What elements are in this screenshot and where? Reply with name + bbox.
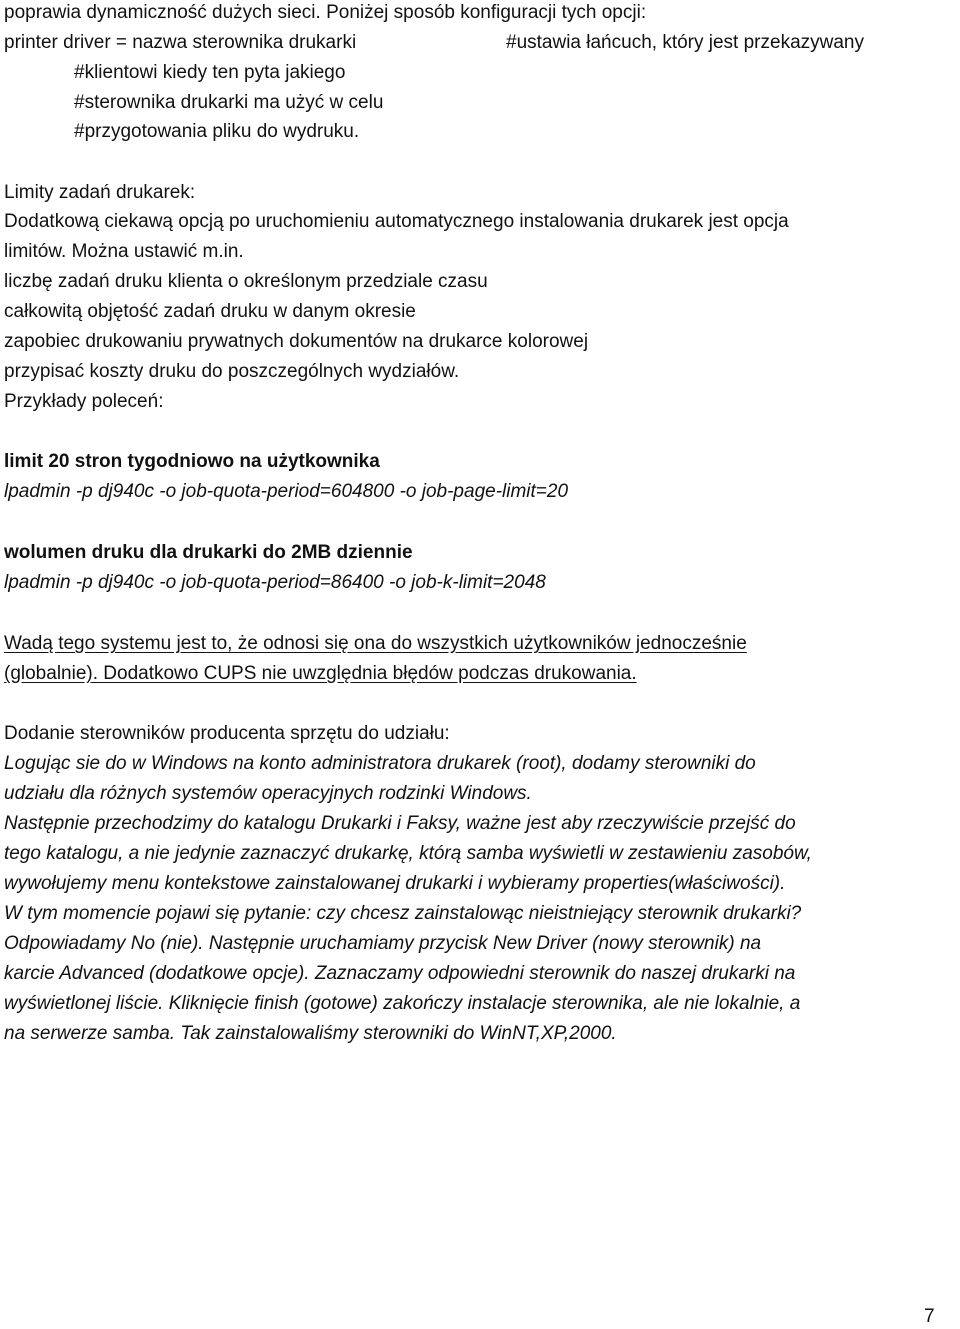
drivers-text-line: udziału dla różnych systemów operacyjnych rodzinki Windows. (4, 783, 532, 804)
drivers-heading: Dodanie sterowników producenta sprzętu do udziału: (4, 723, 450, 744)
example-command: lpadmin -p dj940c -o job-quota-period=604800 -o job-page-limit=20 (4, 481, 569, 502)
drivers-text-line: Odpowiadamy No (nie). Następnie uruchamiamy przycisk New Driver (nowy sterownik) na (4, 933, 762, 954)
limits-text-line: liczbę zadań druku klienta o określonym przedziale czasu (4, 271, 488, 292)
drivers-text-line: na serwerze samba. Tak zainstalowaliśmy sterowniki do WinNT,XP,2000. (4, 1023, 617, 1044)
drivers-text-line: tego katalogu, a nie jedynie zaznaczyć drukarkę, którą samba wyświetli w zestawieniu zasobów, (4, 843, 812, 864)
limits-text-line: całkowitą objętość zadań druku w danym okresie (4, 301, 416, 322)
drawback-line: Wadą tego systemu jest to, że odnosi się ona do wszystkich użytkowników jednocześnie (4, 633, 747, 654)
limits-text-line: Dodatkową ciekawą opcją po uruchomieniu automatycznego instalowania drukarek jest opcja (4, 211, 789, 232)
limits-text-line: limitów. Można ustawić m.in. (4, 241, 244, 262)
example-command: lpadmin -p dj940c -o job-quota-period=86400 -o job-k-limit=2048 (4, 572, 546, 593)
drivers-text-line: wywołujemy menu kontekstowe zainstalowanej drukarki i wybieramy properties(właściwości). (4, 873, 786, 894)
drivers-text-line: W tym momencie pojawi się pytanie: czy chcesz zainstalowąc nieistniejący sterownik drukarki? (4, 903, 802, 924)
limits-text-line: Przykłady poleceń: (4, 391, 164, 412)
config-comment-line: #przygotowania pliku do wydruku. (74, 121, 360, 142)
limits-text-line: przypisać koszty druku do poszczególnych wydziałów. (4, 361, 460, 382)
drivers-text-line: wyświetlonej liście. Kliknięcie finish (gotowe) zakończy instalacje sterownika, ale nie lokalnie, a (4, 993, 801, 1014)
drivers-text-line: karcie Advanced (dodatkowe opcje). Zaznaczamy odpowiedni sterownik do naszej drukarki na (4, 963, 796, 984)
example-title: wolumen druku dla drukarki do 2MB dziennie (4, 542, 413, 563)
config-comment-line: #sterownika drukarki ma użyć w celu (74, 92, 384, 113)
drivers-text-line: Logując sie do w Windows na konto administratora drukarek (root), dodamy sterowniki do (4, 753, 756, 774)
limits-text-line: zapobiec drukowaniu prywatnych dokumentów na drukarce kolorowej (4, 331, 589, 352)
drawback-line: (globalnie). Dodatkowo CUPS nie uwzględnia błędów podczas drukowania. (4, 663, 637, 684)
intro-line: poprawia dynamiczność dużych sieci. Poniżej sposób konfiguracji tych opcji: (4, 2, 647, 23)
config-comment: #ustawia łańcuch, który jest przekazywany (506, 32, 864, 53)
config-line: printer driver = nazwa sterownika drukarki (4, 32, 357, 53)
example-title: limit 20 stron tygodniowo na użytkownika (4, 451, 380, 472)
drivers-text-line: Następnie przechodzimy do katalogu Drukarki i Faksy, ważne jest aby rzeczywiście przejść do (4, 813, 796, 834)
limits-heading: Limity zadań drukarek: (4, 182, 196, 203)
page-number: 7 (924, 1306, 935, 1327)
config-comment-line: #klientowi kiedy ten pyta jakiego (74, 62, 346, 83)
